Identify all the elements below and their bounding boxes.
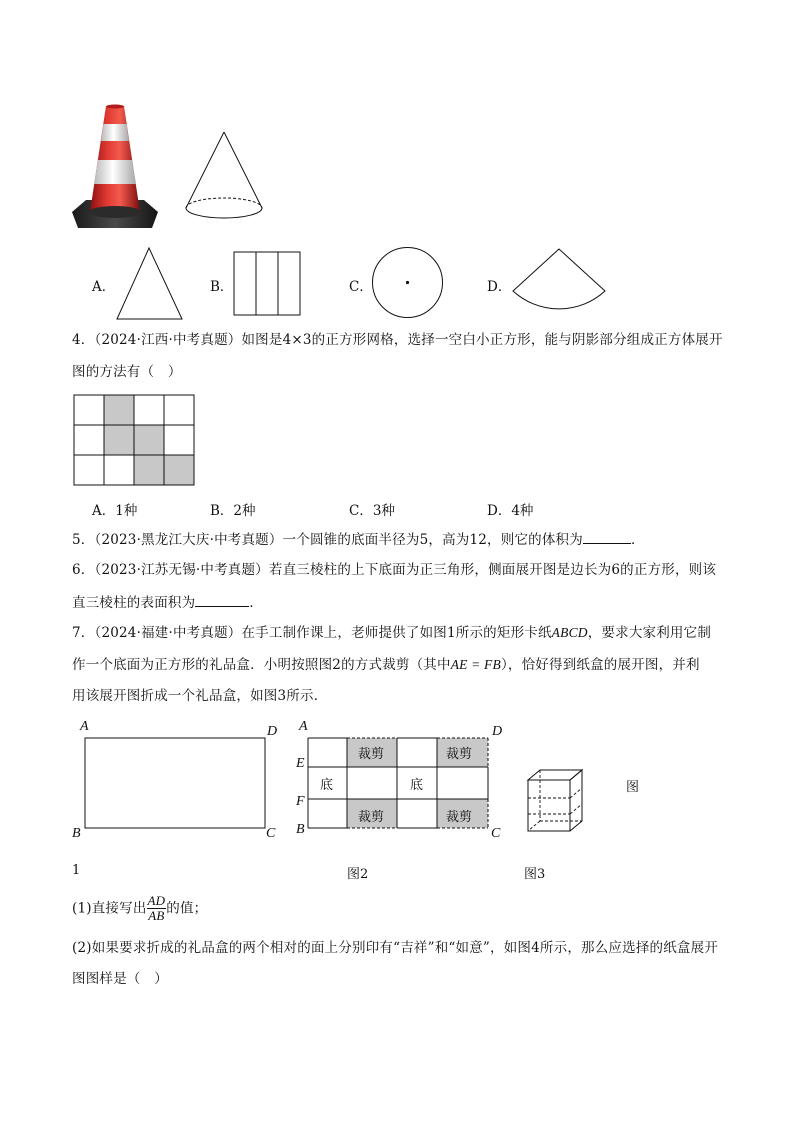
q7-sub1: [72, 888, 207, 928]
q6-end: ．: [249, 595, 264, 611]
q7-question-line1: [72, 623, 711, 643]
fig2-base-label-1: 底: [320, 778, 334, 793]
grid-cell: [164, 425, 194, 455]
q4-option-d: D．4种: [487, 503, 534, 519]
fig2-label-e: E: [296, 756, 305, 771]
fig1-label-a: A: [80, 719, 89, 734]
q4-option-c: C．3种: [349, 503, 395, 519]
triangle-option-shape: [114, 246, 186, 322]
fig3-caption: 图3: [524, 867, 546, 882]
fig2-label-d: D: [492, 724, 503, 739]
grid-cell-shaded: [164, 455, 194, 485]
fig1-label-c: C: [266, 826, 276, 841]
fig1-caption: 1: [72, 863, 81, 878]
q7-sub1-text: (1)直接写出: [72, 900, 147, 917]
fig2-label-c: C: [491, 826, 501, 841]
grid-cell-shaded: [104, 425, 134, 455]
grid-cell-shaded: [134, 425, 164, 455]
q7-line2-variable: AE = FB: [450, 657, 501, 672]
q7-question-line3: 用该展开图折成一个礼品盒，如图3所示．: [72, 688, 328, 704]
q7-line1-variable: ABCD: [551, 625, 588, 640]
grid-cell: [74, 395, 104, 425]
grid-cell: [164, 395, 194, 425]
sector-option-shape: [510, 247, 610, 307]
fig2-cut-label-3: 裁剪: [358, 810, 385, 825]
fig2-cut-label-4: 裁剪: [446, 810, 473, 825]
q7-line1-text: 7．（2024·福建·中考真题）在手工制作课上，老师提供了如图1所示的矩形卡纸: [72, 625, 552, 641]
fig2-cut-label-1: 裁剪: [358, 747, 385, 762]
q5-answer-blank: [583, 529, 631, 544]
q4-square-grid: [73, 394, 195, 486]
q5-question: [72, 529, 645, 550]
grid-cell: [74, 425, 104, 455]
q3-option-c-label: C．: [349, 279, 373, 295]
fig2-label-f: F: [296, 794, 305, 809]
q7-sub2-line2: 图图样是（ ）: [72, 971, 168, 987]
figure3-gift-box: [526, 768, 586, 834]
q5-text: 5．（2023·黑龙江大庆·中考真题）一个圆锥的底面半径为5，高为12，则它的体积为: [72, 532, 583, 548]
q3-option-b-label: B．: [210, 279, 234, 295]
fraction-denominator: AB: [148, 908, 165, 923]
circle-option-shape: [370, 247, 446, 319]
q5-end: ．: [630, 532, 645, 548]
fig2-caption: 图2: [347, 867, 369, 882]
q4-option-b: B．2种: [210, 503, 256, 519]
q6-question-line2: [72, 592, 263, 613]
q7-line2-text: 作一个底面为正方形的礼品盒．小明按照图2的方式裁剪（其中: [72, 657, 451, 673]
grid-cell-shaded: [134, 455, 164, 485]
grid-cell: [134, 395, 164, 425]
q7-sub1-text-end: 的值；: [166, 900, 208, 917]
figure1-rectangle: [84, 737, 268, 831]
q7-line1-text-end: ，要求大家利用它制: [587, 625, 712, 641]
q4-question-line1: 4．（2024·江西·中考真题）如图是4×3的正方形网格，选择一空白小正方形，能与阴影部分组成正方体展开: [72, 332, 723, 348]
q6-answer-blank: [195, 592, 249, 607]
grid-cell-shaded: [104, 395, 134, 425]
q7-line2-text-end: ），恰好得到纸盒的展开图，并利: [500, 657, 700, 673]
q3-option-d-label: D．: [487, 279, 512, 295]
fig2-label-a: A: [299, 719, 308, 734]
cone-diagram: [183, 128, 267, 224]
fig2-label-b: B: [296, 822, 305, 837]
grid-cell: [74, 455, 104, 485]
fig1-label-b: B: [72, 826, 81, 841]
traffic-cone-image: [70, 104, 160, 234]
fig3-side-caption: 图: [626, 780, 640, 795]
q4-option-a: A．1种: [92, 503, 138, 519]
q7-question-line2: [72, 655, 700, 675]
grid-cell: [104, 455, 134, 485]
q4-question-line2: 图的方法有（ ）: [72, 364, 182, 380]
q6-text: 直三棱柱的表面积为: [72, 595, 196, 611]
q3-option-a-label: A．: [92, 279, 116, 295]
q7-sub2-line1: (2)如果要求折成的礼品盒的两个相对的面上分别印有“吉祥”和“如意”，如图4所示，那么应选择的纸盒展开: [72, 940, 719, 956]
rectangle-option-shape: [233, 251, 303, 317]
fig2-base-label-2: 底: [410, 778, 424, 793]
q6-question-line1: 6．（2023·江苏无锡·中考真题）若直三棱柱的上下底面为正三角形，侧面展开图是边长为6的正方形，则该: [72, 562, 717, 578]
fraction-numerator: AD: [147, 893, 166, 908]
fig2-cut-label-2: 裁剪: [446, 747, 473, 762]
fig1-label-d: D: [267, 724, 278, 739]
q7-sub1-fraction: [147, 894, 167, 923]
